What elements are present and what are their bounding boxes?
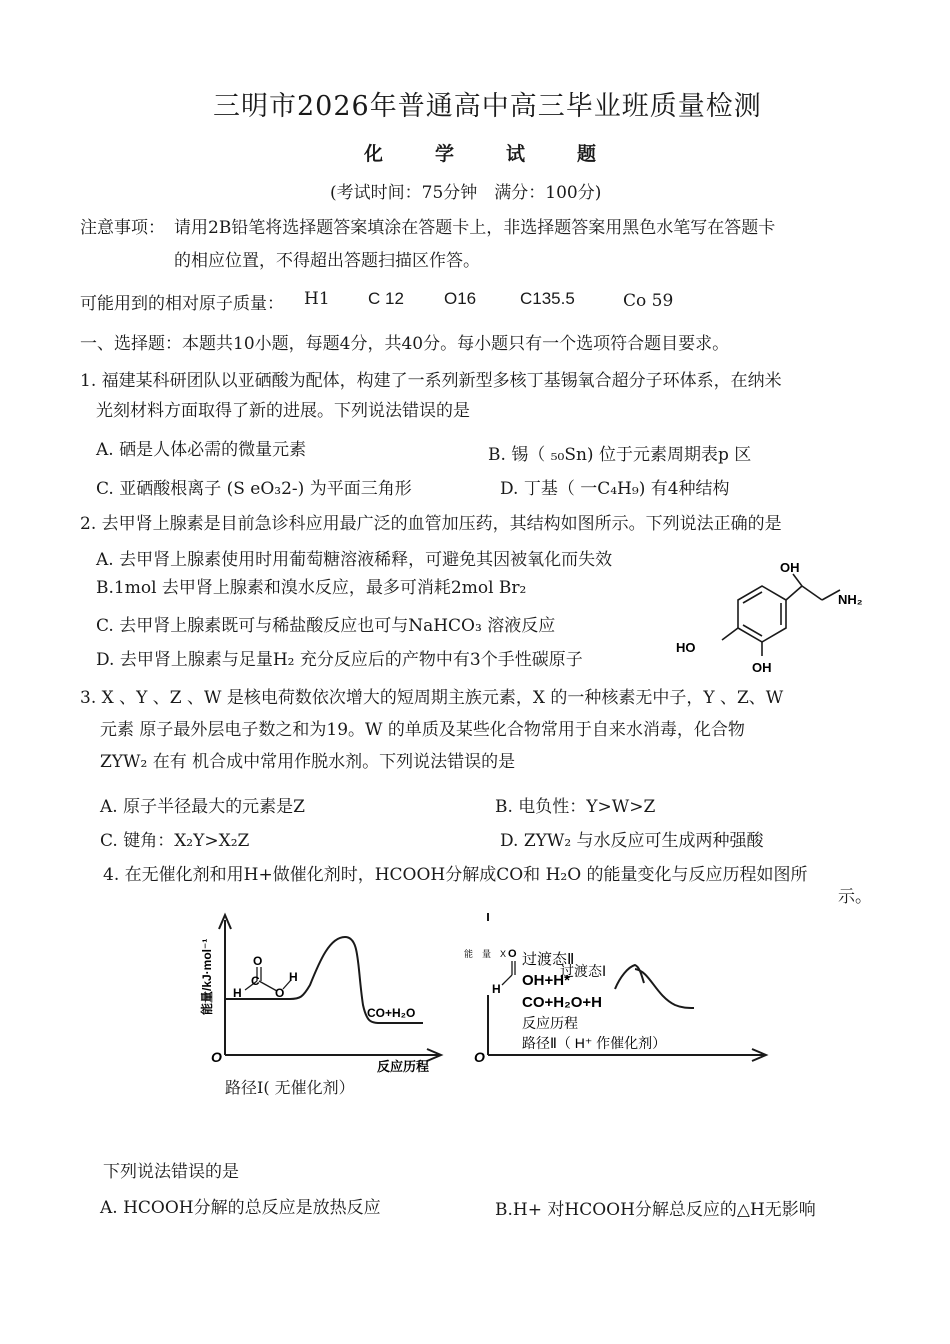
q2-option-b: B.1mol 去甲肾上腺素和溴水反应，最多可消耗2mol Br₂ — [96, 578, 527, 598]
q1-option-c: C. 亚硒酸根离子 (S eO₃2-) 为平面三角形 — [96, 479, 412, 499]
atom-label: H — [289, 970, 298, 984]
energy-diagram-path1 — [195, 905, 455, 1080]
origin-label: O — [474, 1049, 485, 1065]
q1-option-b: B. 锡（ ₅₀Sn) 位于元素周期表p 区 — [488, 445, 752, 465]
q1-option-d: D. 丁基（ 一C₄H₉) 有4种结构 — [500, 479, 730, 499]
q3-option-c: C. 键角：X₂Y>X₂Z — [100, 831, 250, 851]
q4-stem-line1: 4. 在无催化剂和用H+做催化剂时，HCOOH分解成CO和 H₂O 的能量变化与反应历程如图所 — [103, 865, 808, 885]
q2-stem: 2. 去甲肾上腺素是目前急诊科应用最广泛的血管加压药，其结构如图所示。下列说法正确的是 — [80, 514, 782, 534]
atomic-mass-item: O16 — [444, 289, 477, 308]
q3-stem-line3: ZYW₂ 在有 机合成中常用作脱水剂。下列说法错误的是 — [100, 752, 516, 772]
q2-option-d: D. 去甲肾上腺素与足量H₂ 充分反应后的产物中有3个手性碳原子 — [96, 650, 583, 670]
exam-info: (考试时间：75分钟 满分：100分) — [330, 183, 602, 203]
subject-char: 化 — [364, 143, 384, 165]
ts1-label: 过渡态Ⅰ — [560, 963, 607, 979]
species-label: OH+H* — [522, 972, 570, 989]
q1-stem-line1: 1. 福建某科研团队以亚硒酸为配体，构建了一系列新型多核丁基锡氧合超分子环体系，在纳米 — [80, 371, 782, 391]
page-title: 三明市2026年普通高中高三毕业班质量检测 — [213, 91, 762, 122]
oh-label: OH — [780, 560, 800, 575]
q3-option-a: A. 原子半径最大的元素是Z — [100, 797, 305, 817]
fig2-caption: 路径Ⅱ（ H⁺ 作催化剂） — [522, 1035, 667, 1051]
q2-option-a: A. 去甲肾上腺素使用时用葡萄糖溶液稀释，可避免其因被氧化而失效 — [96, 550, 613, 570]
atom-label: H — [492, 982, 501, 996]
x-axis-label: 反应历程 — [377, 1059, 430, 1074]
section-heading: 一、选择题：本题共10小题，每题4分，共40分。每小题只有一个选项符合题目要求。 — [80, 334, 730, 354]
subject-char: 学 — [435, 143, 455, 165]
species-label: CO+H₂O+H — [522, 994, 603, 1011]
atom-label: O — [253, 954, 263, 968]
atom-label: O — [275, 986, 285, 1000]
atomic-mass-item: C135.5 — [520, 289, 575, 308]
atom-label: H — [233, 986, 242, 1000]
atomic-mass-item: Co 59 — [623, 291, 674, 311]
q2-option-c: C. 去甲肾上腺素既可与稀盐酸反应也可与NaHCO₃ 溶液反应 — [96, 616, 556, 636]
fig1-caption: 路径Ⅰ( 无催化剂） — [225, 1078, 355, 1097]
atom-label: C — [251, 974, 260, 988]
notice-line1: 请用2B铅笔将选择题答案填涂在答题卡上，非选择题答案用黑色水笔写在答题卡 — [174, 218, 776, 238]
q3-stem-line2: 元素 原子最外层电子数之和为19。W 的单质及某些化合物常用于自来水消毒，化合物 — [100, 720, 745, 740]
q1-option-a: A. 硒是人体必需的微量元素 — [96, 440, 307, 460]
notice-line2: 的相应位置，不得超出答题扫描区作答。 — [174, 251, 480, 271]
q3-stem-line1: 3. X 、Y 、Z 、W 是核电荷数依次增大的短周期主族元素，X 的一种核素无中子，Y 、Z、W — [80, 688, 784, 708]
q1-stem-line2: 光刻材料方面取得了新的进展。下列说法错误的是 — [96, 401, 470, 421]
subject-char: 题 — [577, 143, 597, 165]
x-axis-label: 反应历程 — [522, 1015, 578, 1031]
ho-label: HO — [676, 640, 696, 655]
q4-option-b: B.H+ 对HCOOH分解总反应的△H无影响 — [495, 1200, 816, 1220]
q4-option-a: A. HCOOH分解的总反应是放热反应 — [100, 1198, 381, 1218]
subject-title — [364, 139, 648, 166]
q4-stem-line2: 示。 — [838, 887, 872, 907]
notice-label: 注意事项： — [80, 218, 165, 238]
atomic-mass-item: C 12 — [368, 289, 404, 308]
nh2-label: NH₂ — [838, 592, 863, 607]
atom-label: O — [508, 948, 517, 960]
oh-label: OH — [752, 660, 772, 675]
product-label: CO+H₂O — [367, 1006, 416, 1020]
y-axis-label: 能量/kJ·mol⁻¹ — [200, 938, 214, 1015]
atomic-mass-item: H1 — [304, 289, 330, 309]
energy-diagram-path2 — [450, 905, 780, 1075]
q3-option-b: B. 电负性：Y>W>Z — [495, 797, 656, 817]
atomic-mass-label: 可能用到的相对原子质量： — [80, 294, 284, 314]
norepinephrine-structure — [672, 556, 872, 676]
q3-option-d: D. ZYW₂ 与水反应可生成两种强酸 — [500, 831, 764, 851]
ts2-label: 过渡态Ⅱ — [522, 951, 575, 968]
q4-sub-stem: 下列说法错误的是 — [103, 1162, 239, 1182]
y-axis-label: 能 量 X — [464, 949, 507, 959]
subject-char: 试 — [506, 143, 526, 165]
origin-label: O — [211, 1049, 222, 1065]
